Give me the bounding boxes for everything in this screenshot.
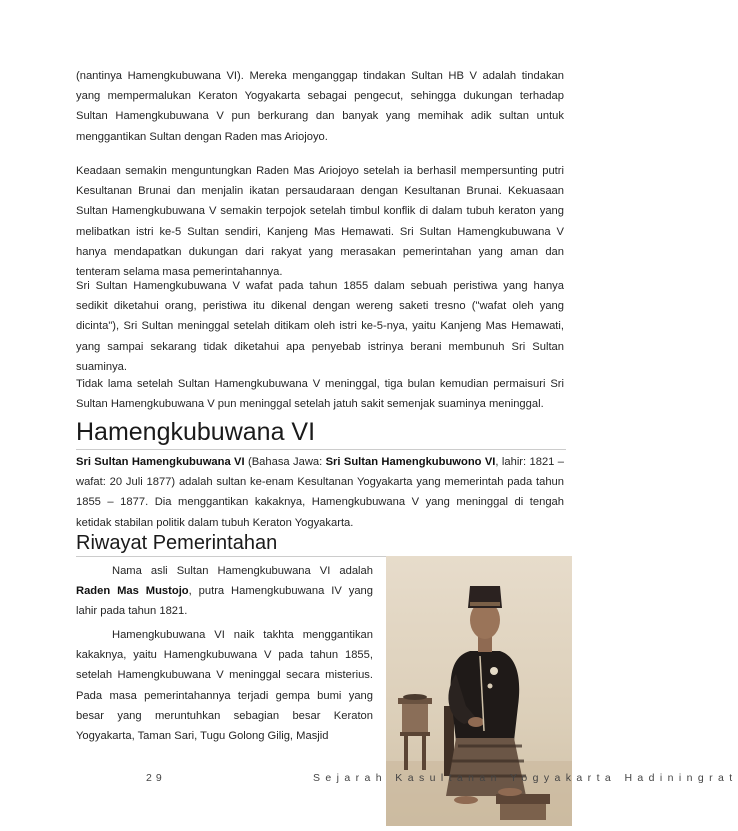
javanese-name-bold: Sri Sultan Hamengkubuwono VI	[325, 456, 496, 468]
footer-title: Sejarah Kasultanan Yogyakarta Hadiningrat	[313, 772, 738, 784]
paragraph-6-part-2: , putra Hamengkubuwana IV yang lahir pada tahun 1821.	[76, 585, 373, 618]
paragraph-6	[76, 561, 373, 622]
paragraph-1	[76, 66, 564, 147]
paragraph-1-text: (nantinya Hamengkubuwana VI). Mereka menganggap tindakan Sultan HB V adalah tindakan yang mempermalukan Keraton Yogyakarta sebagai pengecut, sehingga dukungan terhadap Sultan Hamengkubuwana V pun berkurang dan banyak yang memihak adik sultan untuk menggantikan Sultan dengan Raden mas Ariojoyo.	[76, 70, 564, 143]
paragraph-5	[76, 452, 564, 533]
paragraph-3	[76, 276, 564, 377]
page-footer	[0, 772, 738, 792]
paragraph-4-text: Tidak lama setelah Sultan Hamengkubuwana V meninggal, tiga bulan kemudian permaisuri Sri Sultan Hamengkubuwana V pun meninggal setelah jatuh sakit semenjak suaminya meninggal.	[76, 378, 564, 411]
paragraph-6-part-1: Nama asli Sultan Hamengkubuwana VI adalah	[112, 565, 373, 577]
page-number: 29	[146, 772, 166, 784]
paragraph-5-part-1: (Bahasa Jawa:	[244, 456, 326, 468]
subsection-heading: Riwayat Pemerintahan	[76, 530, 566, 557]
paragraph-3-text: Sri Sultan Hamengkubuwana V wafat pada tahun 1855 dalam sebuah peristiwa yang hanya sedikit diketahui orang, peristiwa itu dikenal dengan wereng saketi tresno ("wafat oleh yang dicinta"), Sri Sultan meninggal setelah ditikam oleh istri ke-5-nya, yaitu Kanjeng Mas Hemawati, yang sampai sekarang tidak diketahui apa penyebab istrinya berani membunuh Sri Sultan suaminya.	[76, 280, 564, 373]
paragraph-4	[76, 374, 564, 414]
paragraph-2-text: Keadaan semakin menguntungkan Raden Mas Ariojoyo setelah ia berhasil mempersunting putri Kesultanan Brunai dan menjalin ikatan persaudaraan dengan Kesultanan Brunai. Kekuasaan Sultan Hamengkubuwana V semakin terpojok setelah timbul konflik di dalam tubuh keraton yang melibatkan istri ke-5 Sultan sendiri, Kanjeng Mas Hemawati. Sri Sultan Hamengkubuwana V hanya mendapatkan dukungan dari rakyat yang merasakan pemerintahan yang aman dan tenteram selama masa pemerintahannya.	[76, 165, 564, 279]
section-heading: Hamengkubuwana VI	[76, 416, 566, 450]
paragraph-2	[76, 161, 564, 282]
paragraph-6-text	[76, 561, 373, 622]
paragraph-5-part-2: , lahir: 1821 – wafat: 20 Juli 1877) adalah sultan ke-enam Kesultanan Yogyakarta yang memerintah pada tahun 1855 – 1877. Dia menggantikan kakaknya, Hamengkubuwana V yang meninggal di tengah ketidak stabilan politik dalam tubuh Keraton Yogyakarta.	[76, 456, 564, 529]
paragraph-5-text	[76, 452, 564, 533]
sultan-name-bold: Sri Sultan Hamengkubuwana VI	[76, 456, 245, 468]
paragraph-7-text: Hamengkubuwana VI naik takhta menggantikan kakaknya, yaitu Hamengkubuwana V pada tahun 1855, setelah Hamengkubuwana V meninggal secara misterius. Pada masa pemerintahannya terjadi gempa bumi yang besar yang meruntuhkan sebagian besar Keraton Yogyakarta, Taman Sari, Tugu Golong Gilig, Masjid	[76, 629, 373, 743]
paragraph-7	[76, 625, 373, 746]
birth-name-bold: Raden Mas Mustojo	[76, 585, 189, 598]
